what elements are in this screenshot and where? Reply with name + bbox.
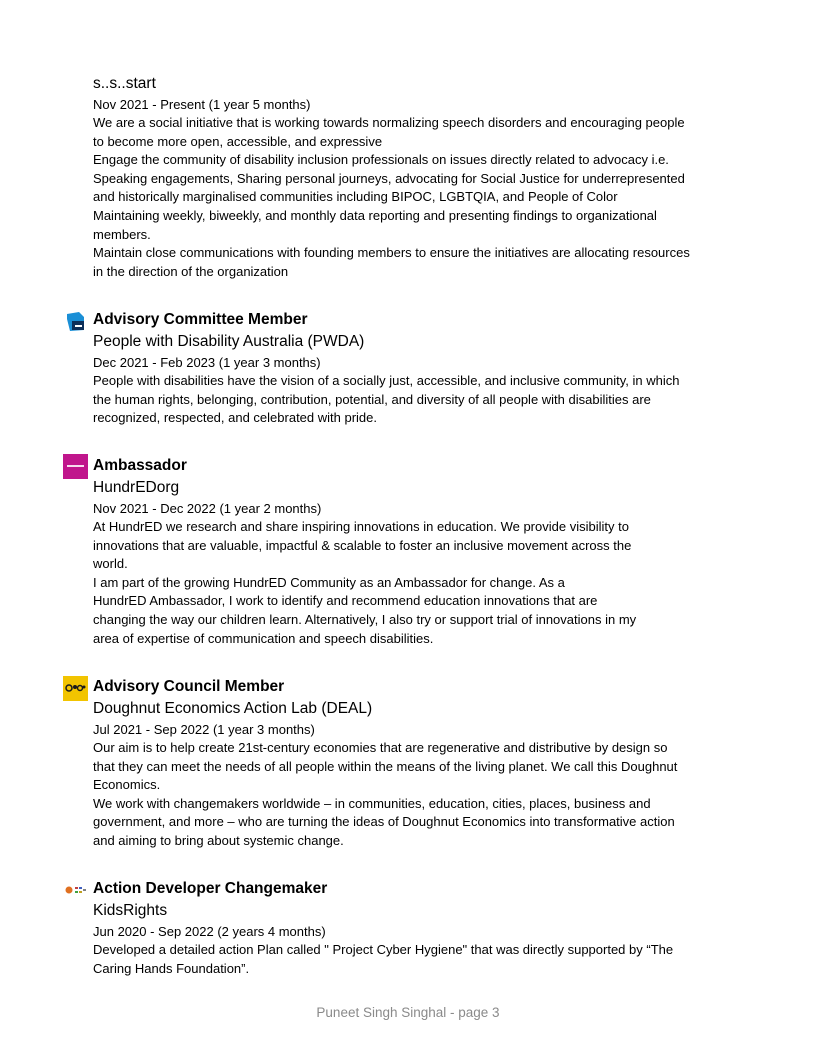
description-line: in the direction of the organization [93, 263, 289, 279]
organization-name: Doughnut Economics Action Lab (DEAL) [93, 700, 373, 717]
date-range: Dec 2021 - Feb 2023 (1 year 3 months) [93, 355, 321, 370]
pwda-logo-icon [63, 310, 88, 335]
organization-name: People with Disability Australia (PWDA) [93, 333, 365, 350]
description-line: members. [93, 226, 151, 242]
role-title: Advisory Committee Member [93, 311, 308, 328]
description-line: HundrED Ambassador, I work to identify and recommend education innovations that are [93, 593, 598, 609]
description-line: Economics. [93, 777, 161, 793]
experience-entry [93, 73, 713, 281]
organization-name: KidsRights [93, 902, 168, 919]
description-line: Maintain close communications with founding members to ensure the initiatives are allocating resources [93, 245, 690, 261]
description-line: We work with changemakers worldwide – in communities, education, cities, places, business and [93, 795, 651, 811]
organization-name: HundrEDorg [93, 479, 180, 496]
description-line: recognized, respected, and celebrated with pride. [93, 410, 378, 426]
description-line: At HundrED we research and share inspiring innovations in education. We provide visibility to [93, 519, 629, 534]
experience-entry [93, 676, 713, 851]
description-line: that they can meet the needs of all people within the means of the living planet. We call this Doughnut [93, 758, 678, 774]
role-title: Action Developer Changemaker [93, 880, 328, 897]
organization-name: s..s..start [93, 75, 156, 92]
experience-entry [93, 878, 713, 978]
description-line: area of expertise of communication and speech disabilities. [93, 630, 434, 646]
description-line: changing the way our children learn. Alternatively, I also try or support trial of innovations in my [93, 611, 637, 627]
description-line: the human rights, belonging, contribution, potential, and diversity of all people with disabilities are [93, 391, 651, 407]
description-line: Caring Hands Foundation”. [93, 960, 250, 976]
description-line: and aiming to bring about systemic change. [93, 832, 344, 848]
description-line: innovations that are valuable, impactful & scalable to foster an inclusive movement across the [93, 537, 632, 553]
description-line: government, and more – who are turning the ideas of Doughnut Economics into transformative action [93, 814, 675, 830]
description-line: and historically marginalised communities including BIPOC, LGBTQIA, and People of Color [93, 189, 618, 205]
description-line: Engage the community of disability inclusion professionals on issues directly related to advocacy i.e. [93, 152, 669, 168]
hundred-logo-icon [63, 454, 88, 479]
description-line: world. [93, 556, 128, 572]
date-range: Nov 2021 - Present (1 year 5 months) [93, 97, 311, 112]
description-line: Our aim is to help create 21st-century economies that are regenerative and distributive by design so [93, 740, 668, 755]
experience-entry [93, 309, 713, 428]
description-line: People with disabilities have the vision of a socially just, accessible, and inclusive community, in which [93, 373, 680, 388]
deal-logo-icon [63, 676, 88, 701]
description-line: Developed a detailed action Plan called " Project Cyber Hygiene" that was directly supported by “The [93, 942, 674, 957]
page-footer: Puneet Singh Singhal - page 3 [316, 1005, 500, 1020]
date-range: Jul 2021 - Sep 2022 (1 year 3 months) [93, 722, 315, 737]
description-line: I am part of the growing HundrED Community as an Ambassador for change. As a [93, 574, 565, 590]
date-range: Jun 2020 - Sep 2022 (2 years 4 months) [93, 924, 326, 939]
experience-entry [93, 455, 713, 648]
role-title: Ambassador [93, 457, 187, 474]
description-line: to become more open, accessible, and expressive [93, 133, 383, 149]
description-line: Maintaining weekly, biweekly, and monthly data reporting and presenting findings to organizational [93, 207, 657, 223]
description-line: We are a social initiative that is working towards normalizing speech disorders and encouraging people [93, 115, 685, 130]
date-range: Nov 2021 - Dec 2022 (1 year 2 months) [93, 501, 322, 516]
kidsrights-logo-icon [63, 878, 88, 903]
role-title: Advisory Council Member [93, 678, 285, 695]
description-line: Speaking engagements, Sharing personal journeys, advocating for Social Justice for underrepresented [93, 170, 685, 186]
